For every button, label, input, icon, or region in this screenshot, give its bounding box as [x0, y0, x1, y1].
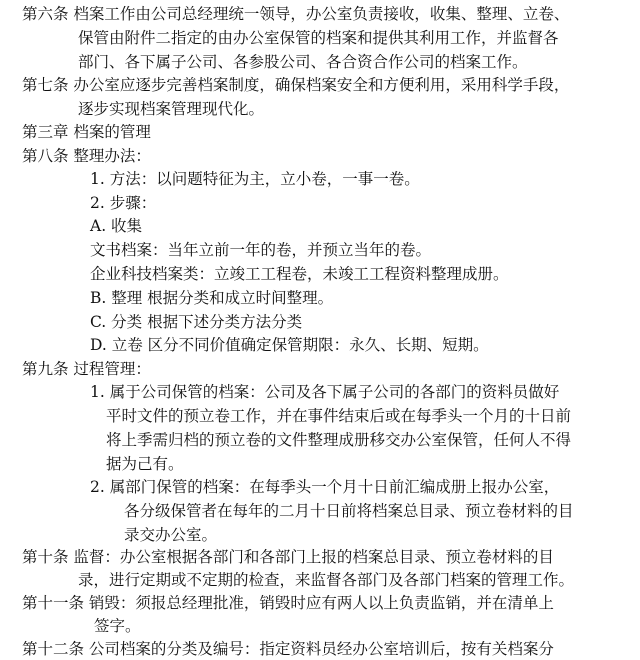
article-8-step-c: C. 分类 根据下述分类方法分类 [90, 313, 303, 331]
article-11-line-2: 签字。 [94, 617, 141, 635]
article-9-item-1-line-3: 将上季需归档的预立卷的文件整理成册移交办公室保管，任何人不得 [106, 431, 572, 449]
chapter-3-heading: 第三章 档案的管理 [22, 123, 151, 141]
article-9-item-2-line-3: 录交办公室。 [124, 526, 218, 544]
article-12-line-1: 第十二条 公司档案的分类及编号：指定资料员经办公室培训后，按有关档案分 [22, 640, 554, 658]
article-10-line-2: 录，进行定期或不定期的检查，来监督各部门及各部门档案的管理工作。 [78, 571, 575, 589]
article-9-item-1-line-2: 平时文件的预立卷工作，并在事件结束后或在每季头一个月的十日前 [106, 407, 572, 425]
article-8-step-a: A. 收集 [90, 217, 143, 235]
article-8-heading: 第八条 整理办法： [22, 147, 151, 165]
article-9-item-1-line-1: 1. 属于公司保管的档案：公司及各下属子公司的各部门的资料员做好 [90, 383, 560, 401]
article-9-item-2-line-1: 2. 属部门保管的档案：在每季头一个月十日前汇编成册上报办公室， [90, 478, 560, 496]
article-10-line-1: 第十条 监督：办公室根据各部门和各部门上报的档案总目录、预立卷材料的目 [22, 548, 554, 566]
article-6-line-1: 第六条 档案工作由公司总经理统一领导，办公室负责接收，收集、整理、立卷、 [22, 5, 570, 23]
article-9-item-2-line-2: 各分级保管者在每年的二月十日前将档案总目录、预立卷材料的目 [124, 502, 574, 520]
article-8-step-a-document-archives: 文书档案：当年立前一年的卷，并预立当年的卷。 [90, 241, 432, 259]
article-8-item-2: 2. 步骤： [90, 194, 157, 212]
article-7-line-2: 逐步实现档案管理现代化。 [78, 100, 265, 118]
article-11-line-1: 第十一条 销毁：须报总经理批准，销毁时应有两人以上负责监销，并在清单上 [22, 594, 554, 612]
article-8-step-a-tech-archives: 企业科技档案类：立竣工工程卷，未竣工工程资料整理成册。 [90, 265, 509, 283]
article-6-line-3: 部门、各下属子公司、各参股公司、各合资合作公司的档案工作。 [78, 53, 528, 71]
article-9-heading: 第九条 过程管理： [22, 360, 151, 378]
article-8-step-b: B. 整理 根据分类和成立时间整理。 [90, 289, 334, 307]
article-6-line-2: 保管由附件二指定的由办公室保管的档案和提供其利用工作，并监督各 [78, 29, 559, 47]
article-8-item-1: 1. 方法：以问题特征为主，立小卷，一事一卷。 [90, 170, 420, 188]
article-7-line-1: 第七条 办公室应逐步完善档案制度，确保档案安全和方便利用，采用科学手段， [22, 76, 570, 94]
article-8-step-d: D. 立卷 区分不同价值确定保管期限：永久、长期、短期。 [90, 336, 489, 354]
article-9-item-1-line-4: 据为己有。 [106, 455, 184, 473]
